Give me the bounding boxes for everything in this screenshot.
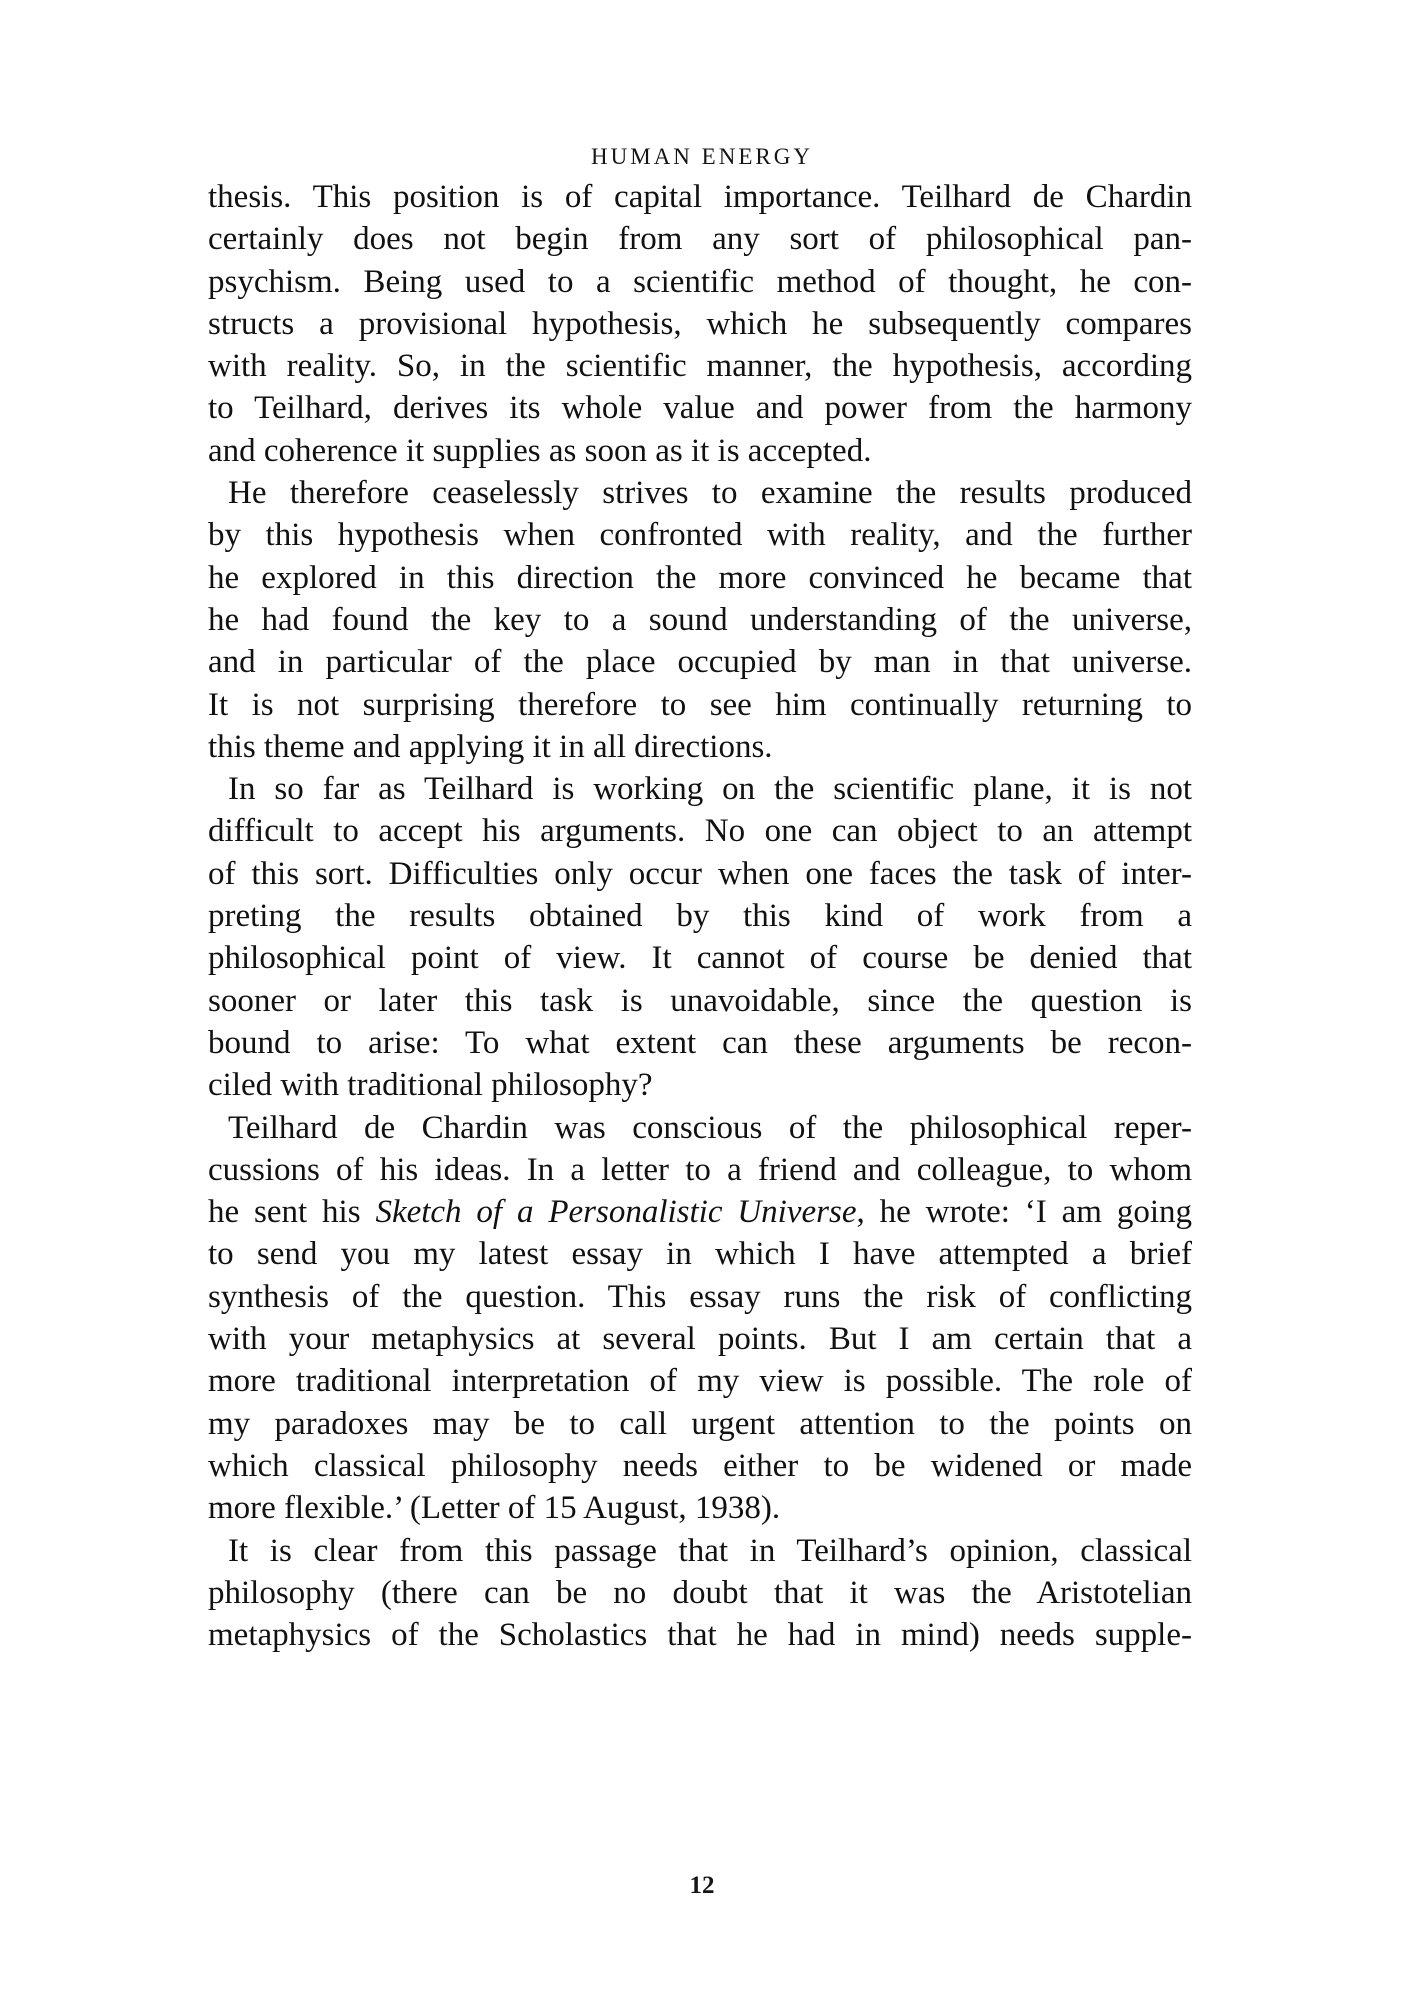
- text-line: more traditional interpretation of my view is possible. The role of: [208, 1363, 1192, 1400]
- text-line: metaphysics of the Scholastics that he had in mind) needs supple-: [208, 1617, 1192, 1654]
- paragraph-5: [208, 1530, 1192, 1657]
- text-line-with-title: [208, 1191, 1192, 1233]
- text-line: synthesis of the question. This essay runs the risk of conflicting: [208, 1278, 1192, 1315]
- paragraph-2: [208, 472, 1192, 768]
- text-line: preting the results obtained by this kind of work from a: [208, 898, 1192, 935]
- text-line: cussions of his ideas. In a letter to a friend and colleague, to whom: [208, 1151, 1192, 1188]
- text-line: structs a provisional hypothesis, which he subsequently compares: [208, 305, 1192, 342]
- text-line: He therefore ceaselessly strives to examine the results produced: [228, 475, 1192, 512]
- paragraph-1: [208, 176, 1192, 472]
- paragraph-4: [208, 1107, 1192, 1530]
- paragraph-3: [208, 768, 1192, 1106]
- text-line: to Teilhard, derives its whole value and power from the harmony: [208, 390, 1192, 427]
- essay-title: Sketch of a Personalistic Universe: [375, 1194, 857, 1231]
- text-line: It is not surprising therefore to see him continually returning to: [208, 686, 1192, 723]
- text-line: bound to arise: To what extent can these arguments be recon-: [208, 1024, 1192, 1061]
- text-line: with your metaphysics at several points. But I am certain that a: [208, 1321, 1192, 1358]
- text-line: by this hypothesis when confronted with reality, and the further: [208, 517, 1192, 554]
- page-number: 12: [689, 1872, 715, 1899]
- text-line: and coherence it supplies as soon as it is accepted.: [208, 432, 872, 469]
- text-line: to send you my latest essay in which I have attempted a brief: [208, 1236, 1192, 1273]
- text-line: Teilhard de Chardin was conscious of the philosophical reper-: [228, 1109, 1192, 1146]
- text-line: which classical philosophy needs either to be widened or made: [208, 1447, 1192, 1484]
- text-line: sooner or later this task is unavoidable, since the question is: [208, 982, 1192, 1019]
- text-line: this theme and applying it in all directions.: [208, 728, 773, 765]
- text-line: my paradoxes may be to call urgent attention to the points on: [208, 1405, 1192, 1442]
- text-line: philosophy (there can be no doubt that it was the Aristotelian: [208, 1574, 1192, 1611]
- text-line: he explored in this direction the more convinced he became that: [208, 559, 1192, 596]
- text-line: thesis. This position is of capital importance. Teilhard de Chardin: [208, 179, 1192, 215]
- text-fragment: , he wrote: ‘I am going: [856, 1194, 1192, 1231]
- text-line: certainly does not begin from any sort of philosophical pan-: [208, 221, 1192, 258]
- text-fragment: he sent his: [208, 1194, 376, 1231]
- text-line: In so far as Teilhard is working on the scientific plane, it is not: [228, 771, 1192, 808]
- text-line: and in particular of the place occupied by man in that universe.: [208, 644, 1192, 681]
- text-line: philosophical point of view. It cannot of course be denied that: [208, 940, 1192, 977]
- text-line: difficult to accept his arguments. No one can object to an attempt: [208, 813, 1192, 850]
- text-line: of this sort. Difficulties only occur when one faces the task of inter-: [208, 855, 1192, 892]
- text-line: ciled with traditional philosophy?: [208, 1067, 653, 1104]
- text-line: he had found the key to a sound understanding of the universe,: [208, 601, 1192, 638]
- text-line: with reality. So, in the scientific manner, the hypothesis, according: [208, 348, 1192, 385]
- text-line: more flexible.’ (Letter of 15 August, 1938).: [208, 1490, 781, 1527]
- running-head: HUMAN ENERGY: [591, 144, 813, 169]
- text-line: psychism. Being used to a scientific method of thought, he con-: [208, 263, 1192, 300]
- text-line: It is clear from this passage that in Teilhard’s opinion, classical: [228, 1532, 1192, 1569]
- body-text: [208, 176, 1192, 1656]
